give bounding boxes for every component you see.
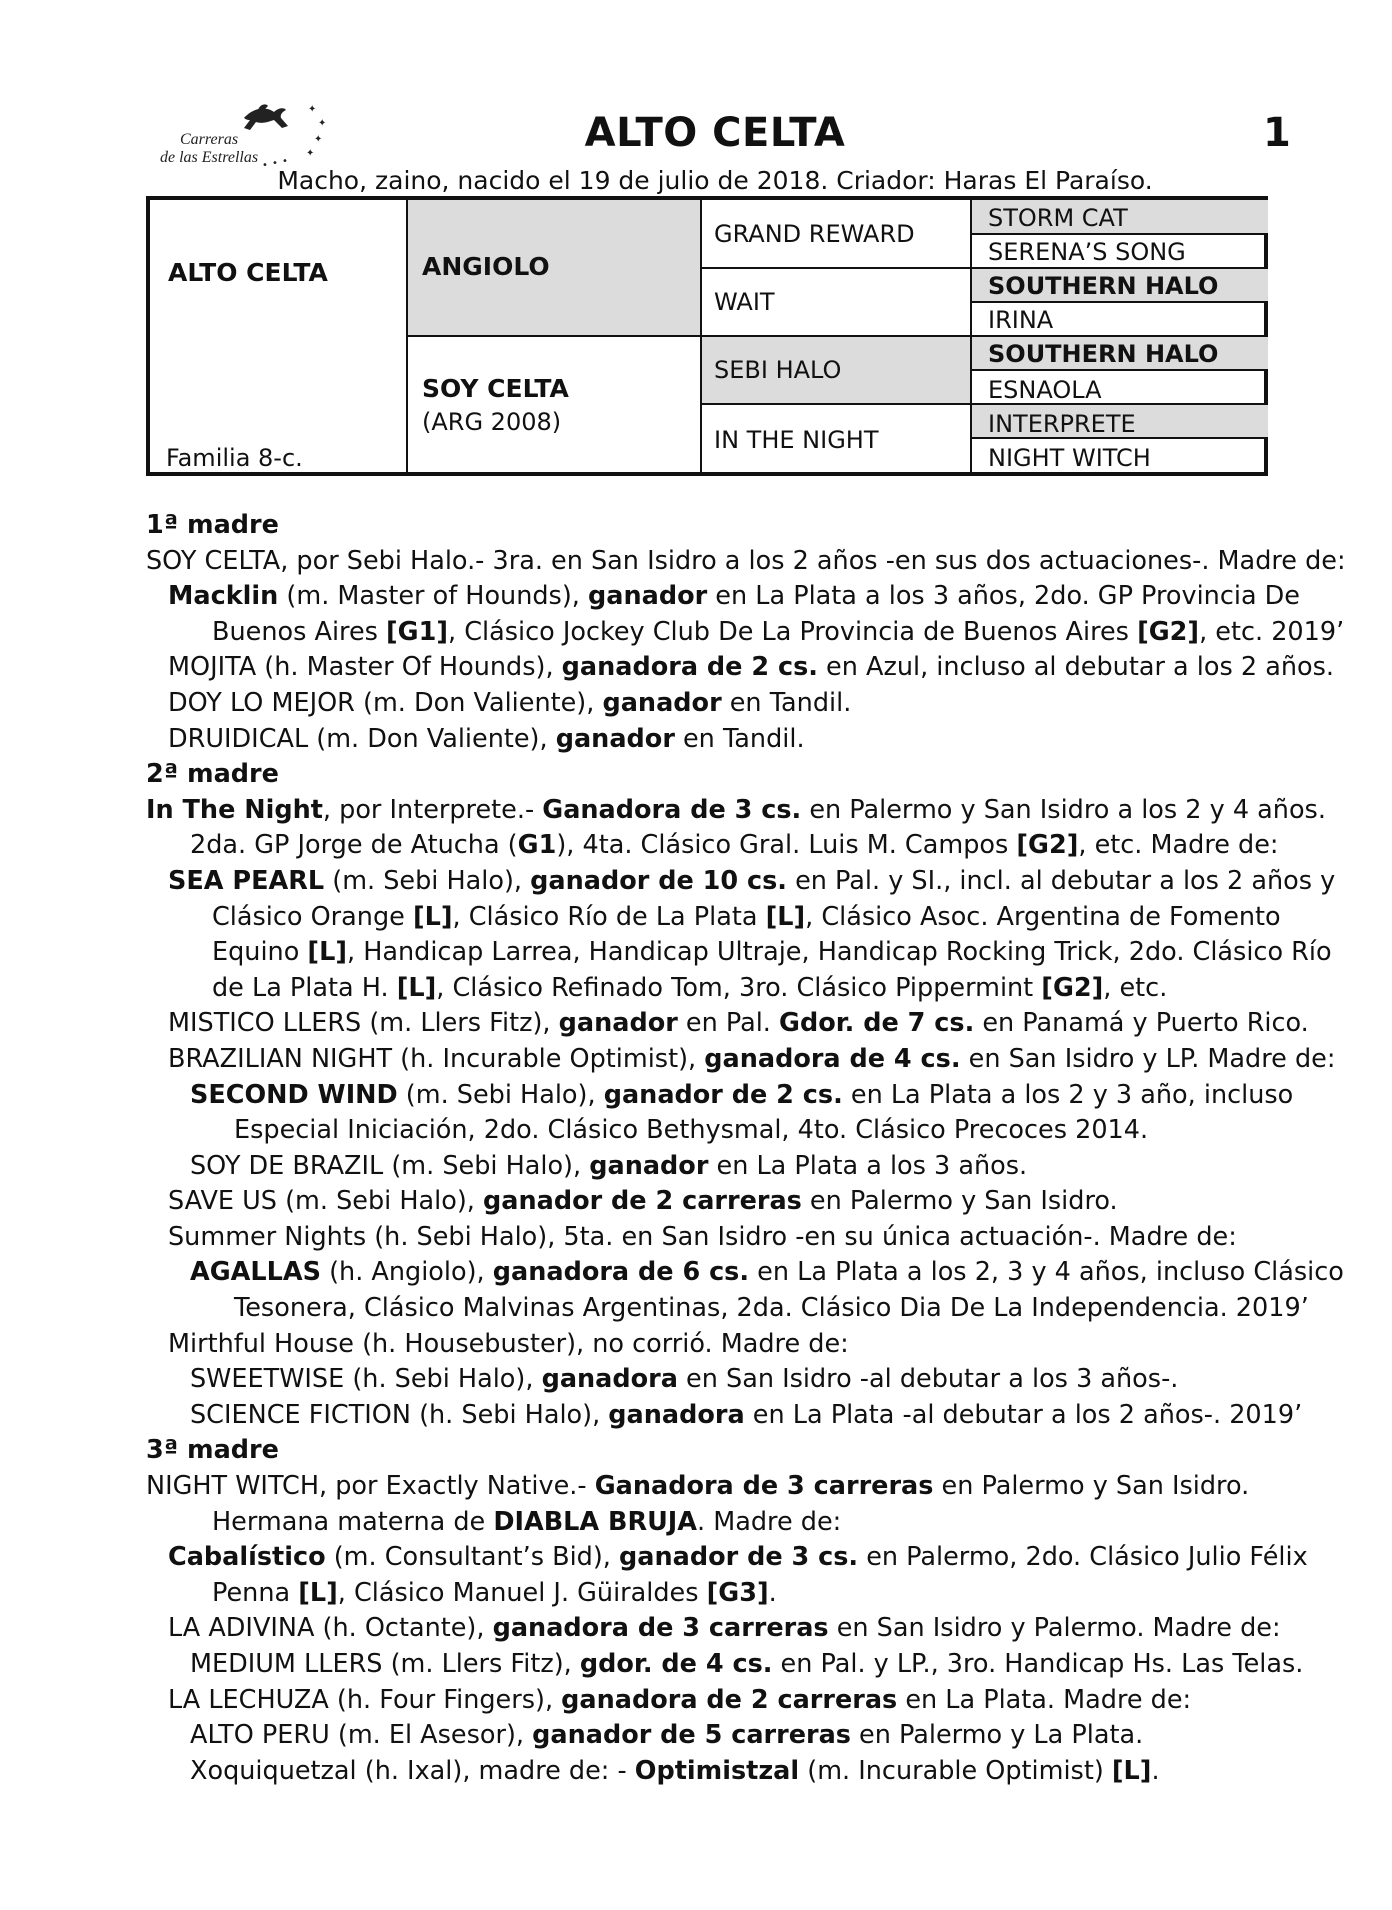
pedigree-horse: ALTO CELTA: [168, 258, 328, 287]
record-text: (m. Sebi Halo),: [397, 1079, 604, 1110]
record-text: en Palermo y San Isidro a los 2 y 4 años.: [801, 794, 1326, 825]
record-text: SWEETWISE (h. Sebi Halo),: [190, 1364, 542, 1395]
record-emphasis: ganadora: [541, 1364, 678, 1395]
pedigree-g3-7: INTERPRETE: [988, 410, 1136, 438]
pedigree-g3-2: SERENA’S SONG: [988, 238, 1186, 266]
record-emphasis: Macklin: [168, 581, 279, 612]
record-text: , Clásico Jockey Club De La Provincia de Buenos Aires: [448, 616, 1138, 647]
record-text: Especial Iniciación, 2do. Clásico Bethysmal, 4to. Clásico Precoces 2014.: [234, 1115, 1149, 1146]
record-emphasis: ganador de 2 cs.: [603, 1079, 843, 1110]
record-line: [146, 1220, 1296, 1256]
record-text: .: [768, 1577, 777, 1608]
record-text: Summer Nights (h. Sebi Halo), 5ta. en San Isidro -en su única actuación-. Madre de:: [168, 1221, 1237, 1252]
record-line: [146, 615, 1345, 651]
record-emphasis: Ganadora de 3 carreras: [594, 1471, 934, 1502]
record-line: [146, 1540, 1308, 1576]
record-line: [146, 1718, 1296, 1754]
record-emphasis: [G1]: [386, 616, 449, 647]
record-text: , por Interprete.-: [322, 794, 543, 825]
record-emphasis: ganadora de 6 cs.: [492, 1257, 750, 1288]
record-emphasis: AGALLAS: [190, 1257, 321, 1288]
record-text: LA ADIVINA (h. Octante),: [168, 1613, 493, 1644]
pedigree-dam-dam: IN THE NIGHT: [714, 426, 879, 454]
record-text: en La Plata a los 3 años.: [708, 1150, 1028, 1181]
record-text: SOY DE BRAZIL (m. Sebi Halo),: [190, 1150, 590, 1181]
pedigree-sire-dam: WAIT: [714, 288, 775, 316]
record-emphasis: ganadora de 3 carreras: [492, 1613, 829, 1644]
logo-text-1: Carreras: [180, 131, 239, 148]
record-emphasis: ganadora de 2 cs.: [561, 652, 818, 683]
record-text: Hermana materna de: [212, 1506, 494, 1537]
record-text: MISTICO LLERS (m. Llers Fitz),: [168, 1008, 559, 1039]
record-text: en La Plata -al debutar a los 2 años-. 2019’: [744, 1399, 1303, 1430]
record-text: ), 4ta. Clásico Gral. Luis M. Campos: [556, 830, 1017, 861]
svg-text:•: •: [262, 160, 268, 171]
record-emphasis: In The Night: [146, 794, 323, 825]
record-text: , Handicap Larrea, Handicap Ultraje, Handicap Rocking Trick, 2do. Clásico Río: [346, 937, 1332, 968]
record-line: [146, 1006, 1309, 1042]
pedigree-g3-4: IRINA: [988, 306, 1054, 334]
record-text: en Tandil.: [721, 687, 852, 718]
logo-text-2: de las Estrellas: [160, 149, 259, 166]
record-text: (m. Master of Hounds),: [278, 581, 589, 612]
record-text: , Clásico Manuel J. Güiraldes: [337, 1577, 707, 1608]
record-text: . Madre de:: [697, 1506, 842, 1537]
record-line: [146, 1683, 1296, 1719]
record-text: , Clásico Refinado Tom, 3ro. Clásico Pippermint: [436, 972, 1042, 1003]
page-title: ALTO CELTA: [584, 110, 846, 156]
record-line: [146, 1184, 1296, 1220]
record-text: SOY CELTA, por Sebi Halo.- 3ra. en San Isidro a los 2 años -en sus dos actuaciones-. Madre de:: [146, 545, 1346, 576]
record-text: de La Plata H.: [212, 972, 397, 1003]
record-text: (h. Angiolo),: [321, 1257, 493, 1288]
record-emphasis: [L]: [1111, 1755, 1152, 1786]
record-emphasis: ganadora: [608, 1399, 745, 1430]
record-emphasis: ganadora de 2 carreras: [561, 1684, 898, 1715]
record-line: [146, 1469, 1296, 1505]
record-emphasis: Ganadora de 3 cs.: [542, 794, 802, 825]
record-text: Penna: [212, 1577, 299, 1608]
record-emphasis: Optimistzal: [634, 1755, 800, 1786]
record-text: Clásico Orange: [212, 901, 413, 932]
record-text: en La Plata. Madre de:: [897, 1684, 1192, 1715]
record-emphasis: G1: [517, 830, 557, 861]
record-line: [146, 1647, 1304, 1683]
record-text: Equino: [212, 937, 308, 968]
record-text: DOY LO MEJOR (m. Don Valiente),: [168, 687, 603, 718]
svg-text:✦: ✦: [314, 134, 323, 145]
record-text: MOJITA (h. Master Of Hounds),: [168, 652, 562, 683]
record-text: en Pal.: [677, 1008, 780, 1039]
section-first-dam: 1ª madre: [146, 510, 279, 540]
record-emphasis: ganadora de 4 cs.: [704, 1043, 961, 1074]
record-line: [146, 1362, 1296, 1398]
record-emphasis: [G3]: [706, 1577, 769, 1608]
record-emphasis: SEA PEARL: [168, 865, 325, 896]
record-text: en San Isidro y LP. Madre de:: [960, 1043, 1336, 1074]
record-line: [146, 900, 1296, 936]
record-emphasis: ganador de 5 carreras: [532, 1720, 851, 1751]
record-text: 2da. GP Jorge de Atucha (: [190, 830, 518, 861]
record-emphasis: [L]: [307, 937, 347, 968]
record-text: MEDIUM LLERS (m. Llers Fitz),: [190, 1649, 580, 1679]
record-text: en Azul, incluso al debutar a los 2 años.: [817, 652, 1334, 683]
record-text: DRUIDICAL (m. Don Valiente),: [168, 723, 556, 754]
page-number: 1: [1263, 110, 1291, 156]
pedigree-family: Familia 8-c.: [166, 444, 303, 472]
record-line: [146, 650, 1334, 686]
record-text: SCIENCE FICTION (h. Sebi Halo),: [190, 1399, 609, 1430]
record-line: [146, 722, 1296, 758]
horse-description: Macho, zaino, nacido el 19 de julio de 2018. Criador: Haras El Paraíso.: [277, 166, 1153, 195]
pedigree-dam-sire: SEBI HALO: [714, 356, 842, 384]
record-emphasis: ganador: [589, 1150, 709, 1181]
record-text: en Palermo y La Plata.: [850, 1720, 1144, 1751]
record-text: en San Isidro -al debutar a los 3 años-.: [677, 1364, 1179, 1395]
record-text: Buenos Aires: [212, 616, 387, 647]
record-text: en Pal. y SI., incl. al debutar a los 2 años y: [786, 865, 1336, 896]
pedigree-g3-8: NIGHT WITCH: [988, 444, 1151, 472]
record-line: [146, 828, 1296, 864]
record-emphasis: [G2]: [1137, 616, 1200, 647]
svg-text:•: •: [272, 158, 278, 169]
pedigree-sire: ANGIOLO: [422, 252, 550, 281]
record-line: [146, 579, 1301, 615]
record-emphasis: ganador: [602, 687, 722, 718]
pedigree-g3-5: SOUTHERN HALO: [988, 340, 1219, 368]
record-line: [146, 686, 1296, 722]
record-emphasis: ganador: [558, 1008, 678, 1039]
record-line: [146, 1042, 1336, 1078]
record-line: [146, 1078, 1296, 1114]
record-emphasis: [L]: [765, 901, 806, 932]
record-text: , etc.: [1103, 972, 1168, 1003]
record-text: ALTO PERU (m. El Asesor),: [190, 1720, 533, 1751]
record-line: [146, 1754, 1296, 1790]
record-line: [146, 1576, 1296, 1612]
record-line: [146, 793, 1326, 829]
record-text: NIGHT WITCH, por Exactly Native.-: [146, 1471, 595, 1502]
section-second-dam: 2ª madre: [146, 759, 279, 790]
svg-text:✦: ✦: [308, 104, 317, 115]
record-line: [146, 1113, 1296, 1149]
record-emphasis: ganador: [555, 723, 675, 754]
record-text: en Pal. y LP., 3ro. Handicap Hs. Las Telas.: [772, 1649, 1304, 1679]
pedigree-dam-note: (ARG 2008): [422, 408, 562, 436]
record-emphasis: SECOND WIND: [190, 1079, 398, 1110]
svg-text:•: •: [282, 156, 288, 167]
produce-record: [146, 508, 1346, 1789]
record-emphasis: ganador: [588, 581, 708, 612]
record-emphasis: ganador de 3 cs.: [619, 1542, 859, 1573]
record-text: , Clásico Asoc. Argentina de Fomento: [805, 901, 1281, 932]
record-emphasis: Cabalístico: [168, 1542, 326, 1573]
record-text: (m. Consultant’s Bid),: [325, 1542, 620, 1573]
record-text: BRAZILIAN NIGHT (h. Incurable Optimist),: [168, 1043, 705, 1074]
record-text: , etc. Madre de:: [1078, 830, 1279, 861]
record-text: en La Plata a los 3 años, 2do. GP Provincia De: [707, 581, 1301, 612]
record-text: , Clásico Río de La Plata: [452, 901, 766, 932]
section-third-dam: 3ª madre: [146, 1435, 279, 1466]
record-line: [146, 544, 1346, 580]
record-text: en San Isidro y Palermo. Madre de:: [828, 1613, 1281, 1644]
record-text: en Tandil.: [674, 723, 805, 754]
record-text: en La Plata a los 2 y 3 año, incluso: [842, 1079, 1294, 1110]
record-line: [146, 864, 1336, 900]
record-line: [146, 1505, 1296, 1541]
record-line: [146, 935, 1332, 971]
record-text: (m. Sebi Halo),: [324, 865, 531, 896]
pedigree-sire-sire: GRAND REWARD: [714, 220, 915, 248]
record-text: en La Plata a los 2, 3 y 4 años, incluso Clásico: [749, 1257, 1344, 1288]
record-emphasis: [L]: [298, 1577, 338, 1608]
record-emphasis: [L]: [396, 972, 437, 1003]
record-text: en Palermo y San Isidro.: [933, 1471, 1250, 1502]
record-emphasis: ganador de 2 carreras: [483, 1186, 802, 1217]
record-text: en Panamá y Puerto Rico.: [974, 1008, 1309, 1039]
record-text: SAVE US (m. Sebi Halo),: [168, 1186, 483, 1217]
record-emphasis: Gdor. de 7 cs.: [779, 1008, 975, 1039]
record-line: [146, 1398, 1303, 1434]
record-line: [146, 971, 1296, 1007]
record-emphasis: [G2]: [1041, 972, 1104, 1003]
record-text: en Palermo y San Isidro.: [801, 1186, 1118, 1217]
pedigree-dam: SOY CELTA: [422, 374, 569, 403]
record-text: LA LECHUZA (h. Four Fingers),: [168, 1684, 562, 1715]
svg-text:✦: ✦: [306, 148, 315, 159]
record-emphasis: ganador de 10 cs.: [530, 865, 787, 896]
record-text: .: [1151, 1755, 1160, 1786]
record-line: [146, 1255, 1344, 1291]
record-text: , etc. 2019’: [1199, 616, 1345, 647]
record-emphasis: gdor. de 4 cs.: [579, 1649, 773, 1679]
record-line: [146, 1291, 1309, 1327]
record-emphasis: DIABLA BRUJA: [493, 1506, 698, 1537]
record-text: Mirthful House (h. Housebuster), no corrió. Madre de:: [168, 1328, 849, 1359]
record-emphasis: [L]: [412, 901, 453, 932]
record-text: Tesonera, Clásico Malvinas Argentinas, 2da. Clásico Dia De La Independencia. 2019’: [234, 1293, 1309, 1324]
record-line: [146, 1611, 1296, 1647]
svg-text:✦: ✦: [318, 118, 327, 129]
record-line: [146, 1327, 1296, 1363]
pedigree-table: [146, 196, 1268, 476]
record-text: Xoquiquetzal (h. Ixal), madre de: -: [190, 1755, 635, 1786]
record-text: (m. Incurable Optimist): [799, 1755, 1112, 1786]
record-line: [146, 1149, 1296, 1185]
record-emphasis: [G2]: [1016, 830, 1079, 861]
record-text: en Palermo, 2do. Clásico Julio Félix: [858, 1542, 1308, 1573]
pedigree-g3-3: SOUTHERN HALO: [988, 272, 1219, 300]
pedigree-g3-6: ESNAOLA: [988, 376, 1102, 404]
pedigree-g3-1: STORM CAT: [988, 204, 1128, 232]
